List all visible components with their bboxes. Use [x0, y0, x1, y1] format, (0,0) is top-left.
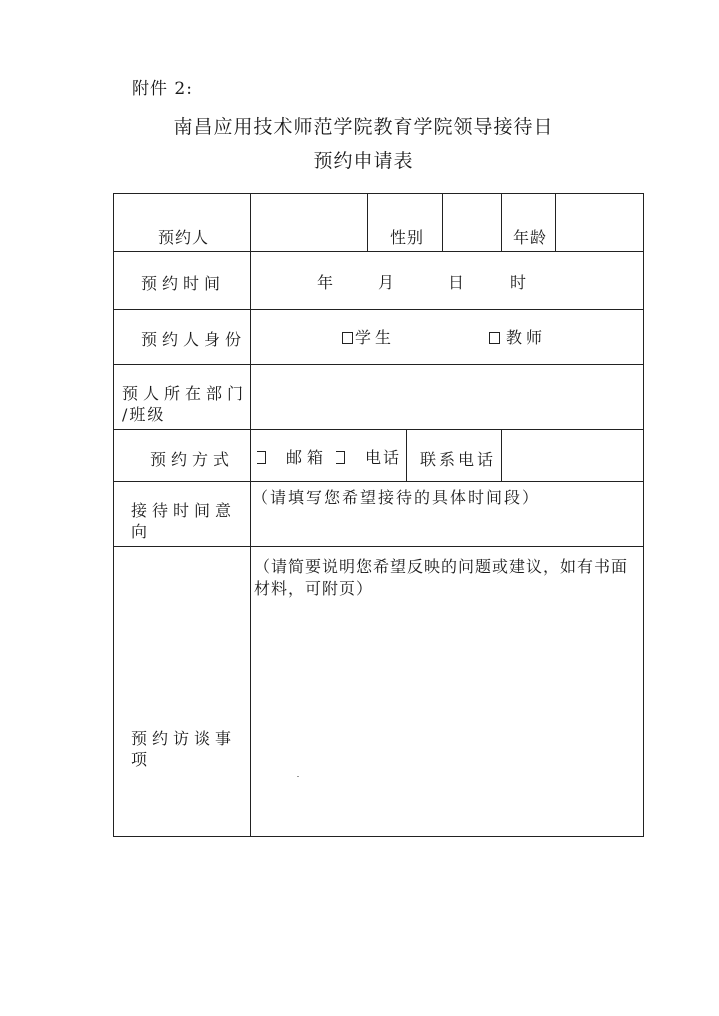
reception-time-label [131, 500, 249, 542]
phone-number-label: 联系电话 [420, 450, 497, 469]
gender-field[interactable] [444, 196, 500, 250]
row-divider [114, 251, 643, 252]
row-divider [114, 364, 643, 365]
reception-time-label-line1: 接待时间意 [131, 501, 237, 520]
contact-phone-option[interactable] [336, 445, 401, 468]
applicant-name-label: 预约人 [158, 228, 210, 247]
identity-student-option[interactable] [342, 325, 395, 348]
department-field[interactable] [252, 366, 643, 428]
column-divider [555, 194, 556, 251]
column-divider [501, 429, 502, 481]
contact-email-option[interactable] [257, 445, 328, 468]
interview-matters-hint: （请简要说明您希望反映的问题或建议，如有书面材料，可附页） [254, 557, 629, 598]
time-hour-unit[interactable]: 时 [510, 273, 528, 292]
form-subtitle: 预约申请表 [313, 150, 414, 172]
column-divider [501, 194, 502, 251]
interview-matters-label [131, 728, 249, 770]
time-month-unit[interactable]: 月 [378, 273, 396, 292]
appointment-time-label: 预约时间 [141, 274, 226, 293]
identity-label: 预约人身份 [141, 330, 247, 349]
reception-time-hint: （请填写您希望接待的具体时间段） [252, 488, 541, 507]
teacher-option-label: 教师 [506, 328, 547, 347]
department-label-line2: /班级 [122, 405, 166, 424]
applicant-name-field[interactable] [252, 196, 366, 250]
row-divider [114, 481, 643, 482]
column-divider [367, 194, 368, 251]
interview-matters-label-line1: 预约访谈事 [131, 729, 237, 748]
phone-number-field[interactable] [503, 431, 643, 480]
time-year-unit[interactable]: 年 [317, 273, 335, 292]
form-title: 南昌应用技术师范学院教育学院领导接待日 [173, 116, 554, 138]
department-label-line1: 预人所在部门 [122, 384, 249, 403]
scan-speck [297, 776, 299, 777]
row-divider [114, 309, 643, 310]
column-divider [406, 429, 407, 481]
student-option-label: 学生 [355, 328, 396, 347]
label-column-divider [250, 194, 251, 837]
time-day-unit[interactable]: 日 [448, 273, 466, 292]
email-option-label: 邮箱 [286, 448, 329, 467]
student-checkbox[interactable] [342, 332, 353, 344]
email-checkbox[interactable] [257, 451, 266, 464]
interview-matters-label-line2: 项 [131, 750, 153, 769]
appointment-form-table [113, 193, 644, 837]
attachment-label: 附件 2: [132, 79, 193, 99]
age-label: 年龄 [513, 228, 548, 247]
age-field[interactable] [557, 196, 643, 250]
contact-method-label: 预约方式 [150, 450, 235, 469]
row-divider [114, 546, 643, 547]
teacher-checkbox[interactable] [489, 332, 500, 344]
gender-label: 性别 [390, 228, 425, 247]
phone-option-label: 电话 [365, 448, 402, 467]
column-divider [442, 194, 443, 251]
interview-matters-field[interactable] [252, 602, 643, 834]
row-divider [114, 429, 643, 430]
reception-time-label-line2: 向 [131, 522, 153, 541]
reception-time-field[interactable] [252, 483, 643, 545]
department-label [122, 383, 248, 425]
phone-checkbox[interactable] [336, 451, 345, 464]
identity-teacher-option[interactable] [489, 325, 546, 348]
